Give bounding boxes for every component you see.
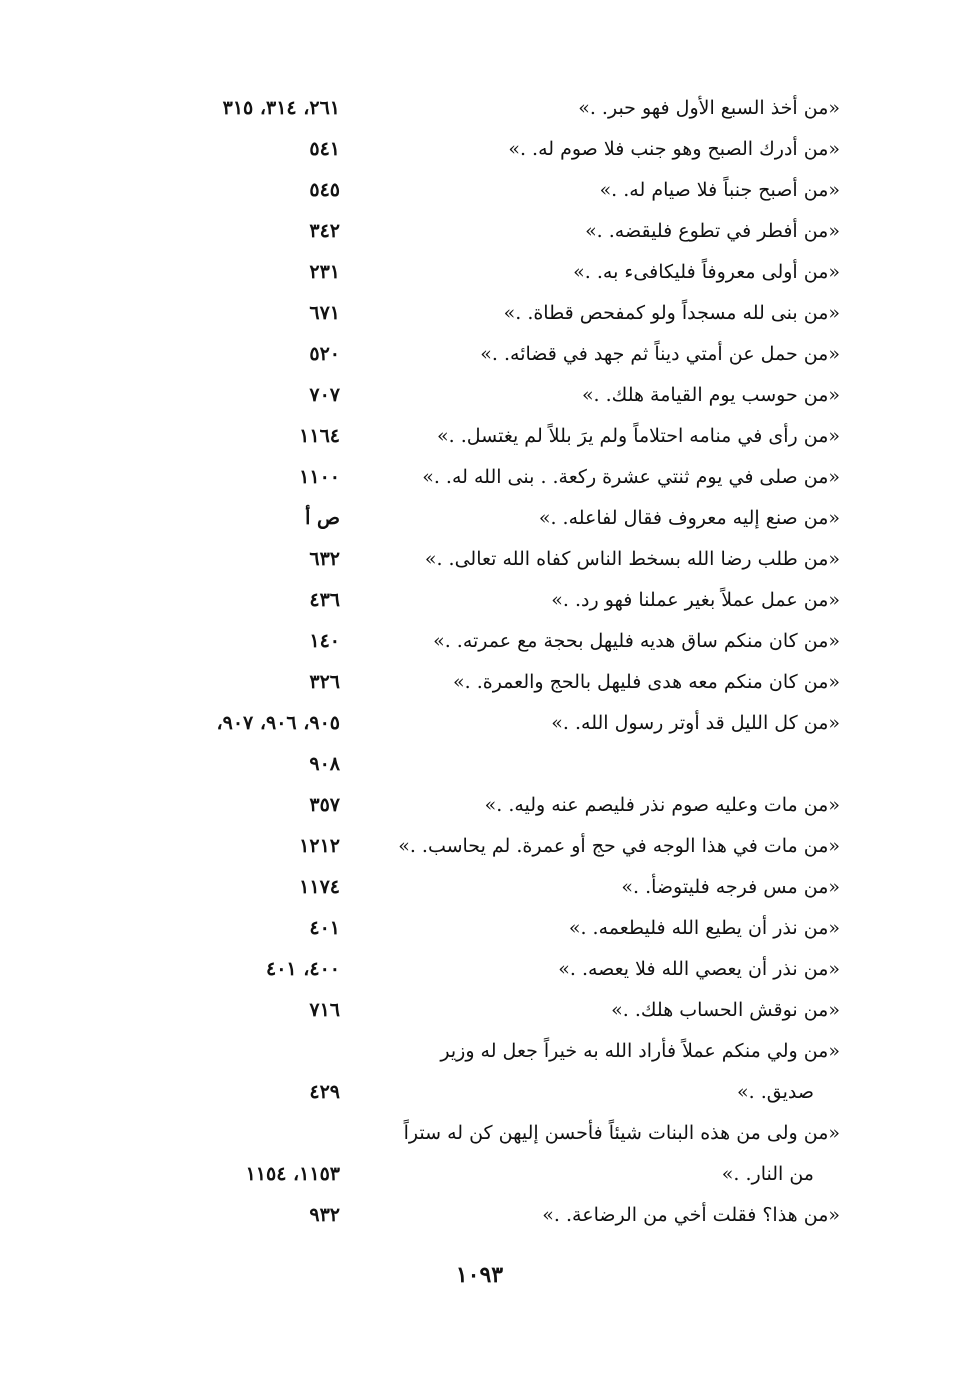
index-entry xyxy=(120,211,840,252)
page-references: ٧٠٧ xyxy=(309,384,340,406)
hadith-index-list xyxy=(120,88,840,1236)
hadith-text: «من نذر أن يعصي الله فلا يعصه. .» xyxy=(558,958,840,980)
page-references: ٤٠١ xyxy=(309,917,340,939)
index-entry xyxy=(120,662,840,703)
hadith-text: «من بنى لله مسجداً ولو كمفحص قطاة. .» xyxy=(503,302,840,324)
index-entry xyxy=(120,498,840,539)
index-entry xyxy=(120,1195,840,1236)
page-references: ٢٣١ xyxy=(309,261,340,283)
index-entry xyxy=(120,170,840,211)
index-entry xyxy=(120,1031,840,1113)
page-references: ٧١٦ xyxy=(309,999,340,1021)
index-entry xyxy=(120,867,840,908)
index-entry xyxy=(120,990,840,1031)
hadith-text-line-1: «من ولي منكم عملاً فأراد الله به خيراً جعل له وزير xyxy=(440,1040,840,1062)
page-references: ٢٦١، ٣١٤، ٣١٥ xyxy=(222,97,340,119)
page-references: ٥٢٠ xyxy=(309,343,340,365)
page-references: ٣٢٦ xyxy=(309,671,340,693)
page-references: ٣٥٧ xyxy=(309,794,340,816)
index-entry xyxy=(120,621,840,662)
hadith-text: «من رأى في منامه احتلاماً ولم يرَ بللاً لم يغتسل. .» xyxy=(437,425,840,447)
hadith-text: «من أصبح جنباً فلا صيام له. .» xyxy=(599,179,840,201)
hadith-text: «من أدرك الصبح وهو جنب فلا صوم له. .» xyxy=(508,138,840,160)
page-references: ٩٠٥، ٩٠٦، ٩٠٧، xyxy=(216,712,340,734)
hadith-text: «من كان منكم معه هدى فليهل بالحج والعمرة. .» xyxy=(453,671,840,693)
hadith-text xyxy=(360,1113,840,1195)
page-references: ٩٣٢ xyxy=(309,1204,340,1226)
hadith-text: «من مس فرجه فليتوضأ. .» xyxy=(621,876,840,898)
page-references: ٥٤٥ xyxy=(309,179,340,201)
hadith-text: «من طلب رضا الله بسخط الناس كفاه الله تعالى. .» xyxy=(424,548,840,570)
hadith-text-line-2: من النار. .» xyxy=(721,1163,814,1185)
index-entry xyxy=(120,908,840,949)
index-entry xyxy=(120,293,840,334)
index-entry xyxy=(120,88,840,129)
hadith-text xyxy=(360,1031,840,1113)
index-entry xyxy=(120,457,840,498)
hadith-text: «من أفطر في تطوع فليقضه. .» xyxy=(585,220,840,242)
hadith-text: «من مات في هذا الوجه في حج أو عمرة. لم يحاسب. .» xyxy=(398,835,840,857)
index-entry xyxy=(120,416,840,457)
hadith-text-line-2: صديق. .» xyxy=(737,1081,814,1103)
index-entry xyxy=(120,129,840,170)
hadith-text-line-1: «من ولى من هذه البنات شيئاً فأحسن إليهن كن له ستراً xyxy=(403,1122,840,1144)
index-entry xyxy=(120,826,840,867)
page-references: ص أ xyxy=(305,507,340,529)
page-number: ١٠٩٣ xyxy=(455,1262,504,1288)
page-references: ٥٤١ xyxy=(309,138,340,160)
hadith-text: «من أولى معروفاً فليكافىء به. .» xyxy=(573,261,840,283)
hadith-text: «من عمل عملاً بغير عملنا فهو رد. .» xyxy=(551,589,840,611)
index-entry xyxy=(120,703,840,744)
page-references: ٦٣٢ xyxy=(309,548,340,570)
index-entry-continuation xyxy=(120,744,840,785)
hadith-text: «من صلى في يوم ثنتي عشرة ركعة. . بنى الله له. .» xyxy=(422,466,840,488)
page-references: ٤٠٠، ٤٠١ xyxy=(266,958,340,980)
hadith-text: «من حمل عن أمتي ديناً ثم جهد في قضائه. .» xyxy=(480,343,840,365)
page-references: ٣٤٢ xyxy=(309,220,340,242)
page-references: ١١٦٤ xyxy=(299,425,340,447)
index-entry xyxy=(120,1113,840,1195)
page-references: ١١٧٤ xyxy=(299,876,340,898)
hadith-text: «من هذا؟ فقلت أخي من الرضاعة. .» xyxy=(542,1204,840,1226)
page-references: ٩٠٨ xyxy=(309,753,340,775)
index-entry xyxy=(120,580,840,621)
page-references: ٤٣٦ xyxy=(309,589,340,611)
page-references: ١٤٠ xyxy=(309,630,340,652)
index-entry xyxy=(120,252,840,293)
hadith-text: «من نذر أن يطيع الله فليطعمه. .» xyxy=(568,917,840,939)
page-references: ١١٥٣، ١١٥٤ xyxy=(245,1163,340,1185)
page-references: ٤٢٩ xyxy=(309,1081,340,1103)
index-entry xyxy=(120,539,840,580)
index-entry xyxy=(120,334,840,375)
hadith-text: «من كل الليل قد أوتر رسول الله. .» xyxy=(551,712,840,734)
hadith-text: «من كان منكم ساق هديه فليهل بحجة مع عمرته. .» xyxy=(433,630,840,652)
page-references: ١١٠٠ xyxy=(299,466,340,488)
index-entry xyxy=(120,785,840,826)
page-references: ١٢١٢ xyxy=(299,835,340,857)
hadith-text: «من أخذ السبع الأول فهو حبر. .» xyxy=(578,97,840,119)
index-entry xyxy=(120,375,840,416)
hadith-text: «من حوسب يوم القيامة هلك. .» xyxy=(581,384,840,406)
index-entry xyxy=(120,949,840,990)
page-references: ٦٧١ xyxy=(309,302,340,324)
hadith-text: «من نوقش الحساب هلك. .» xyxy=(611,999,840,1021)
hadith-text: «من صنع إليه معروف فقال لفاعله. .» xyxy=(538,507,840,529)
hadith-text: «من مات وعليه صوم نذر فليصم عنه وليه. .» xyxy=(484,794,840,816)
